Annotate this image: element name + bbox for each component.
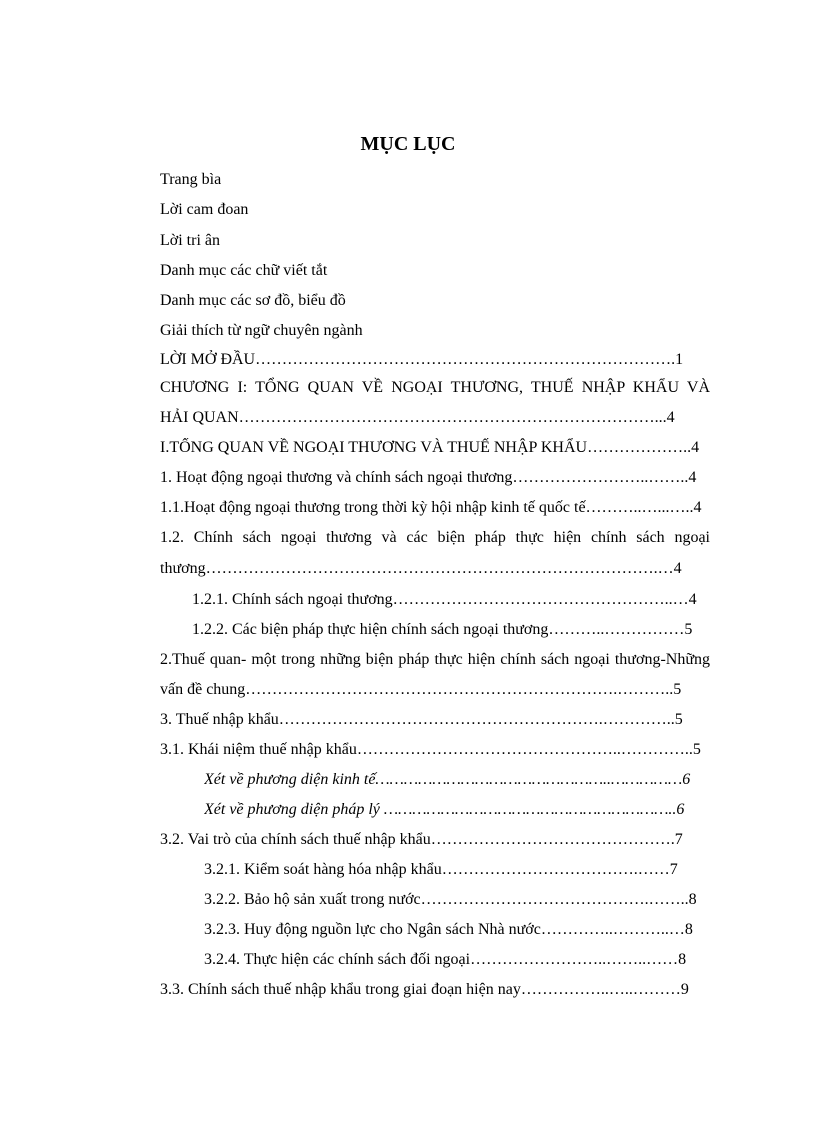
- toc-entry-3-2-4: 3.2.4. Thực hiện các chính sách đối ngoại……………………..……..……8: [204, 951, 687, 968]
- toc-entry-2-cont: vấn đề chung…………………………………………………………….………..5: [160, 681, 682, 698]
- toc-entry-3-2-1: 3.2.1. Kiểm soát hàng hóa nhập khẩu……………………………….……7: [204, 861, 678, 878]
- toc-entry-cover: Trang bìa: [160, 171, 222, 188]
- toc-entry-1: 1. Hoạt động ngoại thương và chính sách ngoại thương……………………..……..4: [160, 469, 697, 486]
- toc-entry-chapter-1: CHƯƠNG I: TỔNG QUAN VỀ NGOẠI THƯƠNG, THUẾ NHẬP KHẨU VÀ: [160, 379, 710, 396]
- toc-entry-2: 2.Thuế quan- một trong những biện pháp thực hiện chính sách ngoại thương-Những: [160, 651, 710, 668]
- toc-entry-3-3: 3.3. Chính sách thuế nhập khẩu trong giai đoạn hiện nay……………..…..………9: [160, 981, 689, 998]
- toc-entry-3-2-2: 3.2.2. Bảo hộ sản xuất trong nước…………………………………….……..8: [204, 891, 697, 908]
- toc-entry-1-2-1: 1.2.1. Chính sách ngoại thương……………………………………………..…4: [192, 591, 697, 608]
- toc-entry-1-2: 1.2. Chính sách ngoại thương và các biện pháp thực hiện chính sách ngoại: [160, 529, 710, 546]
- toc-entry-introduction: LỜI MỞ ĐẦU…………………………………………………………………….1: [160, 351, 684, 368]
- toc-entry-section-i: I.TỔNG QUAN VỀ NGOẠI THƯƠNG VÀ THUẾ NHẬP KHẨU………………..4: [160, 439, 700, 456]
- toc-entry-1-2-cont: thương………………………………………………………………………….…4: [160, 560, 682, 577]
- toc-entry-abbreviations: Danh mục các chữ viết tắt: [160, 262, 328, 279]
- toc-entry-legal-aspect: Xét về phương diện pháp lý ……………………………………………………..6: [204, 801, 685, 818]
- page-title: MỤC LỤC: [360, 133, 456, 155]
- toc-entry-1-2-2: 1.2.2. Các biện pháp thực hiện chính sách ngoại thương………..……………5: [192, 621, 693, 638]
- toc-entry-3-2-3: 3.2.3. Huy động nguồn lực cho Ngân sách Nhà nước…………..………..…8: [204, 921, 693, 938]
- toc-entry-glossary: Giải thích từ ngữ chuyên ngành: [160, 322, 363, 339]
- toc-entry-chapter-1-cont: HẢI QUAN……………………………………………………………………...4: [160, 409, 675, 426]
- toc-entry-3: 3. Thuế nhập khẩu…………………………………………………….…………..5: [160, 711, 683, 728]
- toc-entry-declaration: Lời cam đoan: [160, 201, 249, 218]
- toc-entry-figures: Danh mục các sơ đồ, biểu đồ: [160, 292, 346, 309]
- toc-entry-3-2: 3.2. Vai trò của chính sách thuế nhập khẩu……………………………………….7: [160, 831, 683, 848]
- toc-entry-1-1: 1.1.Hoạt động ngoại thương trong thời kỳ hội nhập kinh tế quốc tế………..…...…..4: [160, 499, 702, 516]
- toc-entry-3-1: 3.1. Khái niệm thuế nhập khẩu…………………………………………..…………..5: [160, 741, 701, 758]
- toc-entry-economic-aspect: Xét về phương diện kinh tế…………………………………………..……………6: [204, 771, 691, 788]
- toc-entry-acknowledgement: Lời tri ân: [160, 232, 220, 249]
